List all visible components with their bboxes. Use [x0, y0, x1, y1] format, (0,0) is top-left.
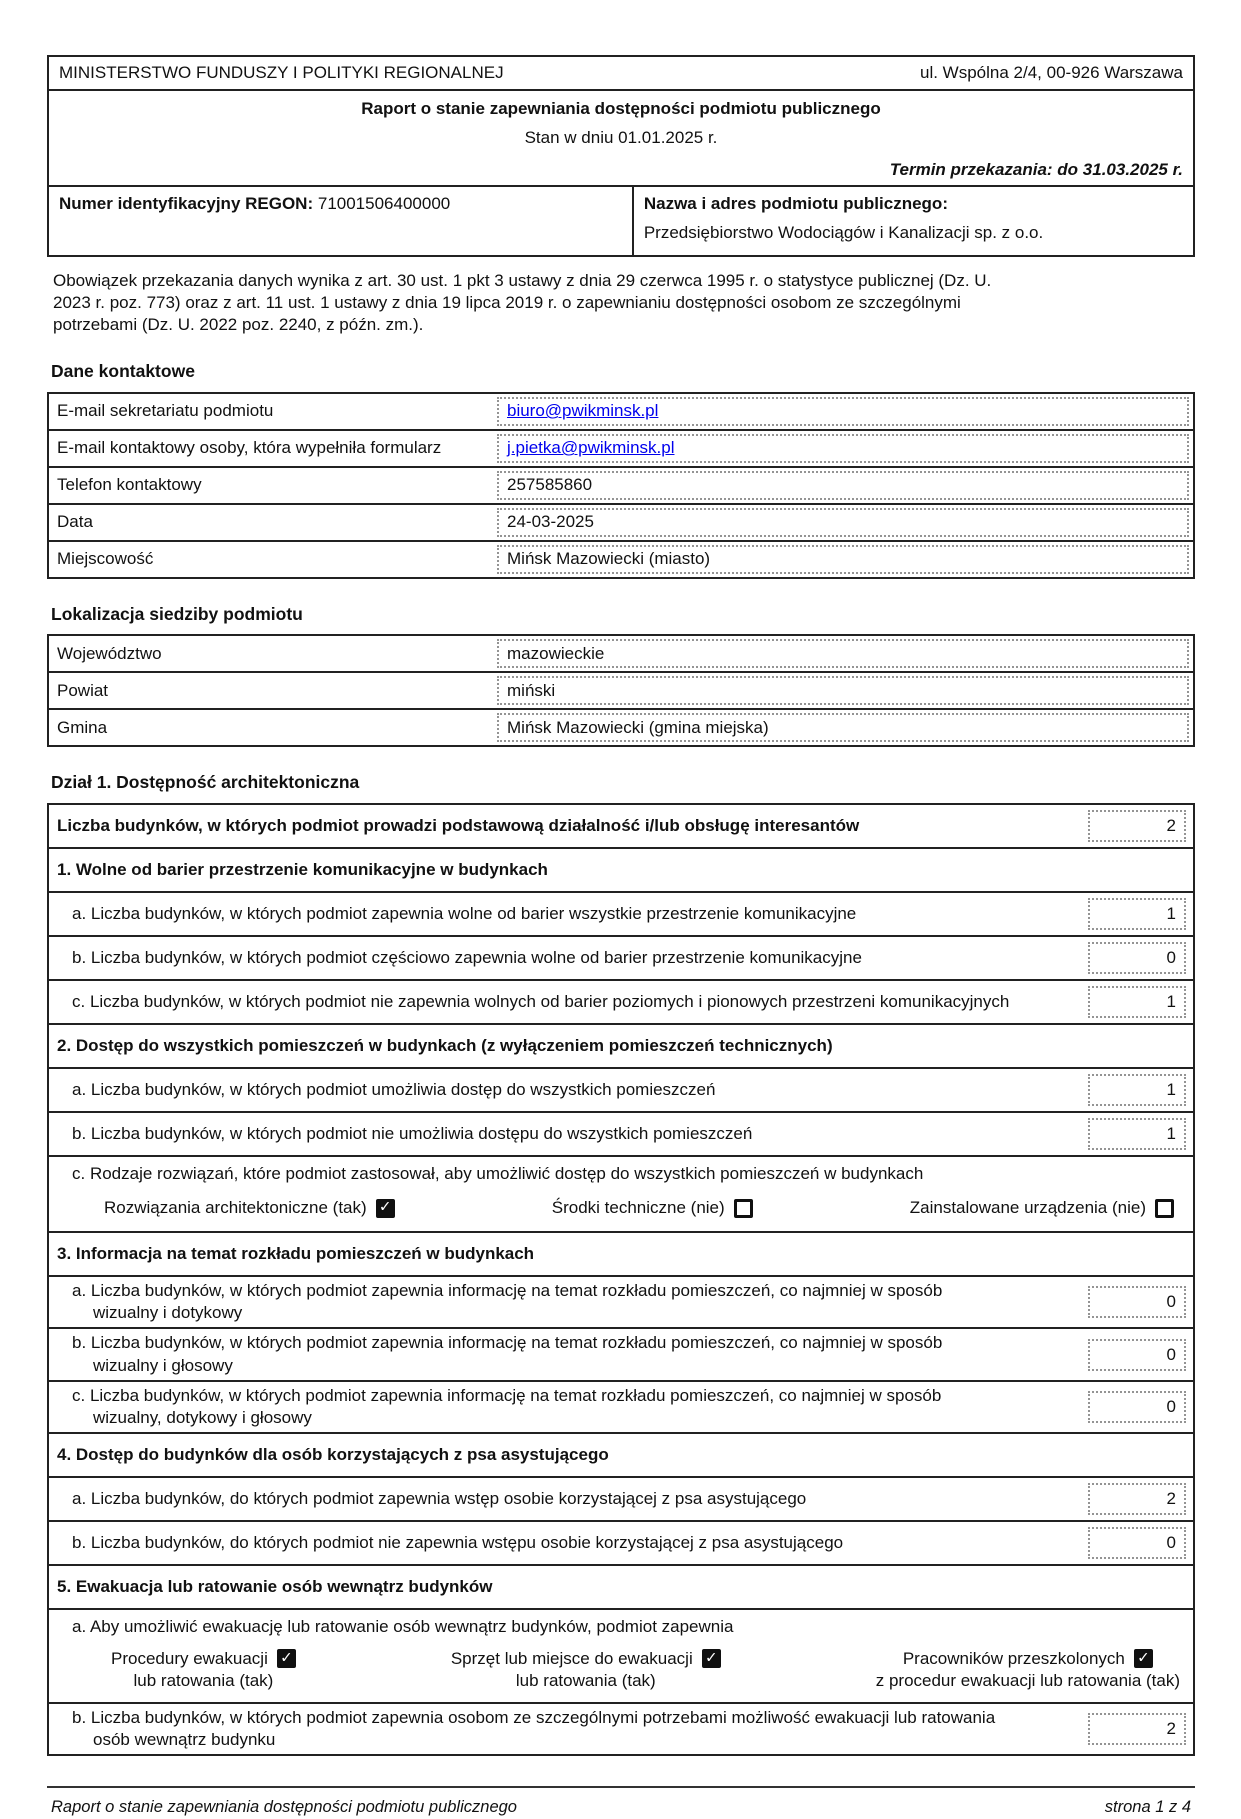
ministry-name: MINISTERSTWO FUNDUSZY I POLITYKI REGIONALNEJ [59, 63, 504, 82]
table-row [49, 893, 1193, 937]
checkbox-label-line2: lub ratowania (tak) [133, 1671, 274, 1691]
report-date-status: Stan w dniu 01.01.2025 r. [524, 128, 718, 148]
table-row [49, 710, 1193, 745]
email-field[interactable] [497, 434, 1189, 463]
question-label: b. Liczba budynków, w których podmiot zapewnia osobom ze szczególnymi potrzebami możliwość ewakuacji lub ratowania osób wewnątrz budynku [72, 1708, 996, 1750]
page-footer [47, 1786, 1195, 1818]
field-label: Gmina [57, 717, 108, 737]
table-row [49, 805, 1193, 849]
dzial1-table [47, 803, 1195, 1756]
field-value: mazowieckie [507, 643, 605, 663]
report-title: Raport o stanie zapewniania dostępności podmiotu publicznego [361, 99, 881, 119]
question-label: a. Aby umożliwić ewakuację lub ratowanie osób wewnątrz budynków, podmiot zapewnia [72, 1616, 734, 1636]
number-field[interactable] [1088, 898, 1186, 930]
table-row [49, 1382, 1193, 1434]
checkbox-label: Procedury ewakuacji [111, 1648, 268, 1668]
table-row-checkboxes [49, 1610, 1193, 1704]
checkbox-icon[interactable] [702, 1649, 721, 1668]
section-header: 4. Dostęp do budynków dla osób korzystających z psa asystującego [57, 1444, 609, 1464]
field-value: 0 [1166, 1532, 1176, 1552]
table-row [49, 673, 1193, 710]
field-label: Powiat [57, 680, 109, 700]
field-value: 1 [1166, 1124, 1176, 1144]
field-value: 0 [1166, 1292, 1176, 1312]
section-header-row [49, 849, 1193, 893]
regon-label: Numer identyfikacyjny REGON: [59, 194, 314, 214]
field-value: 1 [1166, 904, 1176, 924]
number-field[interactable] [1088, 1713, 1186, 1745]
location-heading: Lokalizacja siedziby podmiotu [51, 603, 303, 624]
checkbox-label: Środki techniczne (nie) [551, 1198, 725, 1218]
field-value: 2 [1166, 1488, 1176, 1508]
voivodeship-field[interactable] [497, 639, 1189, 668]
checkbox-icon[interactable] [1155, 1199, 1174, 1218]
email-field[interactable] [497, 397, 1189, 426]
ministry-address: ul. Wspólna 2/4, 00-926 Warszawa [920, 63, 1183, 82]
question-label: b. Liczba budynków, do których podmiot nie zapewnia wstępu osobie korzystającej z psa asystującego [72, 1532, 844, 1552]
footer-title: Raport o stanie zapewniania dostępności podmiotu publicznego [51, 1798, 517, 1817]
number-field[interactable] [1088, 810, 1186, 842]
table-row [49, 937, 1193, 981]
entity-cell [634, 187, 1193, 254]
table-row [49, 1478, 1193, 1522]
header-row-ministry [49, 57, 1193, 91]
legal-note: Obowiązek przekazania danych wynika z art. 30 ust. 1 pkt 3 ustawy z dnia 29 czerwca 1995 r. o statystyce publicznej (Dz. U. 2023 r. poz. 773) oraz z art. 11 ust. 1 ustawy z dnia 19 lipca 2019 r. o zapewnianiu dostępności osobom ze szczególnymi potrzebami (Dz. U. 2022 poz. 2240, z późn. zm.). [53, 270, 992, 334]
entity-label: Nazwa i adres podmiotu publicznego: [643, 194, 948, 214]
field-label: Województwo [57, 643, 162, 663]
county-field[interactable] [497, 676, 1189, 705]
city-field[interactable] [497, 545, 1189, 574]
section-header: 3. Informacja na temat rozkładu pomieszczeń w budynkach [57, 1244, 535, 1264]
checkbox-option [910, 1197, 1174, 1219]
table-row [49, 636, 1193, 673]
checkbox-option [451, 1648, 721, 1692]
checkbox-icon[interactable] [1134, 1649, 1153, 1668]
location-table [47, 634, 1195, 747]
table-row [49, 1113, 1193, 1157]
table-row [49, 505, 1193, 542]
number-field[interactable] [1088, 986, 1186, 1018]
checkbox-icon[interactable] [277, 1649, 296, 1668]
field-value: miński [507, 680, 556, 700]
field-label: E-mail kontaktowy osoby, która wypełniła formularz [57, 438, 442, 458]
date-field[interactable] [497, 508, 1189, 537]
field-value: 1 [1166, 1080, 1176, 1100]
number-field[interactable] [1088, 942, 1186, 974]
number-field[interactable] [1088, 1286, 1186, 1318]
email-link[interactable]: biuro@pwikminsk.pl [507, 401, 659, 421]
question-label: a. Liczba budynków, do których podmiot zapewnia wstęp osobie korzystającej z psa asystującego [72, 1488, 807, 1508]
table-row [49, 1277, 1193, 1329]
question-label: c. Liczba budynków, w których podmiot nie zapewnia wolnych od barier poziomych i pionowych przestrzeni komunikacyjnych [72, 992, 1010, 1012]
page-number: strona 1 z 4 [1104, 1798, 1191, 1817]
table-row [49, 431, 1193, 468]
field-label: Data [57, 512, 93, 532]
table-row [49, 1522, 1193, 1566]
question-label: a. Liczba budynków, w których podmiot zapewnia informację na temat rozkładu pomieszczeń, co najmniej w sposób wizualny i dotykowy [72, 1281, 943, 1323]
checkbox-label: Sprzęt lub miejsce do ewakuacji [450, 1648, 693, 1668]
regon-value: 71001506400000 [317, 194, 451, 214]
section-header-row [49, 1025, 1193, 1069]
table-row [49, 1069, 1193, 1113]
checkbox-label-line2: lub ratowania (tak) [515, 1671, 656, 1691]
header-title-block [49, 91, 1193, 187]
checkbox-option [876, 1648, 1180, 1692]
checkbox-option [552, 1197, 753, 1219]
checkbox-icon[interactable] [734, 1199, 753, 1218]
field-value: 2 [1166, 816, 1176, 836]
field-value: 0 [1166, 1344, 1176, 1364]
question-label: a. Liczba budynków, w których podmiot umożliwia dostęp do wszystkich pomieszczeń [72, 1080, 716, 1100]
entity-name: Przedsiębiorstwo Wodociągów i Kanalizacji sp. z o.o. [643, 223, 1044, 243]
number-field[interactable] [1088, 1118, 1186, 1150]
header-row-identity [49, 187, 1193, 254]
field-value: 2 [1166, 1719, 1176, 1739]
field-value: 0 [1166, 1396, 1176, 1416]
dzial1-heading: Dział 1. Dostępność architektoniczna [51, 772, 360, 793]
table-row [49, 468, 1193, 505]
section-header: 5. Ewakuacja lub ratowanie osób wewnątrz budynków [57, 1576, 493, 1596]
number-field[interactable] [1088, 1483, 1186, 1515]
field-label: Telefon kontaktowy [57, 475, 202, 495]
number-field[interactable] [1088, 1527, 1186, 1559]
table-row [49, 1329, 1193, 1381]
question-label: b. Liczba budynków, w których podmiot nie umożliwia dostępu do wszystkich pomieszczeń [72, 1124, 753, 1144]
report-deadline: Termin przekazania: do 31.03.2025 r. [889, 160, 1183, 180]
question-label: b. Liczba budynków, w których podmiot częściowo zapewnia wolne od barier przestrzenie komunikacyjne [72, 948, 862, 968]
checkbox-option [104, 1197, 395, 1219]
field-value: 24-03-2025 [507, 512, 594, 532]
checkbox-options [49, 1185, 1186, 1223]
question-label: Liczba budynków, w których podmiot prowadzi podstawową działalność i/lub obsługę interesantów [57, 816, 860, 836]
number-field[interactable] [1088, 1339, 1186, 1371]
section-header-row [49, 1233, 1193, 1277]
section-header: 1. Wolne od barier przestrzenie komunikacyjne w budynkach [57, 860, 548, 880]
email-link[interactable]: j.pietka@pwikminsk.pl [507, 438, 675, 458]
header-table [47, 55, 1195, 257]
regon-cell [49, 187, 634, 254]
contact-table [47, 392, 1195, 579]
table-row [49, 981, 1193, 1025]
question-label: c. Rodzaje rozwiązań, które podmiot zastosował, aby umożliwić dostęp do wszystkich pomieszczeń w budynkach [72, 1164, 924, 1184]
number-field[interactable] [1088, 1391, 1186, 1423]
checkbox-option [111, 1648, 296, 1692]
field-value: Mińsk Mazowiecki (gmina miejska) [507, 717, 769, 737]
section-header-row [49, 1434, 1193, 1478]
question-label: a. Liczba budynków, w których podmiot zapewnia wolne od barier wszystkie przestrzenie komunikacyjne [72, 904, 857, 924]
commune-field[interactable] [497, 713, 1189, 742]
field-value: 1 [1166, 992, 1176, 1012]
checkbox-label: Zainstalowane urządzenia (nie) [909, 1198, 1146, 1218]
table-row [49, 394, 1193, 431]
question-label: b. Liczba budynków, w których podmiot zapewnia informację na temat rozkładu pomieszczeń, co najmniej w sposób wizualny i głosowy [72, 1333, 943, 1375]
checkbox-options [49, 1638, 1186, 1694]
field-label: Miejscowość [57, 549, 154, 569]
field-value: Mińsk Mazowiecki (miasto) [507, 549, 711, 569]
checkbox-label: Rozwiązania architektoniczne (tak) [104, 1198, 367, 1218]
table-row-checkboxes [49, 1157, 1193, 1233]
table-row [49, 542, 1193, 577]
checkbox-label-line2: z procedur ewakuacji lub ratowania (tak) [875, 1671, 1180, 1691]
number-field[interactable] [1088, 1074, 1186, 1106]
section-header-row [49, 1566, 1193, 1610]
table-row [49, 1704, 1193, 1754]
field-value: 0 [1166, 948, 1176, 968]
section-header: 2. Dostęp do wszystkich pomieszczeń w budynkach (z wyłączeniem pomieszczeń technicznych) [57, 1036, 833, 1056]
question-label: c. Liczba budynków, w których podmiot zapewnia informację na temat rozkładu pomieszczeń, co najmniej w sposób wizualny, dotykowy i głosowy [72, 1385, 942, 1427]
field-label: E-mail sekretariatu podmiotu [57, 401, 274, 421]
checkbox-icon[interactable] [376, 1199, 395, 1218]
field-value: 257585860 [507, 475, 593, 495]
contact-heading: Dane kontaktowe [51, 360, 195, 381]
phone-field[interactable] [497, 471, 1189, 500]
checkbox-label: Pracowników przeszkolonych [902, 1648, 1125, 1668]
